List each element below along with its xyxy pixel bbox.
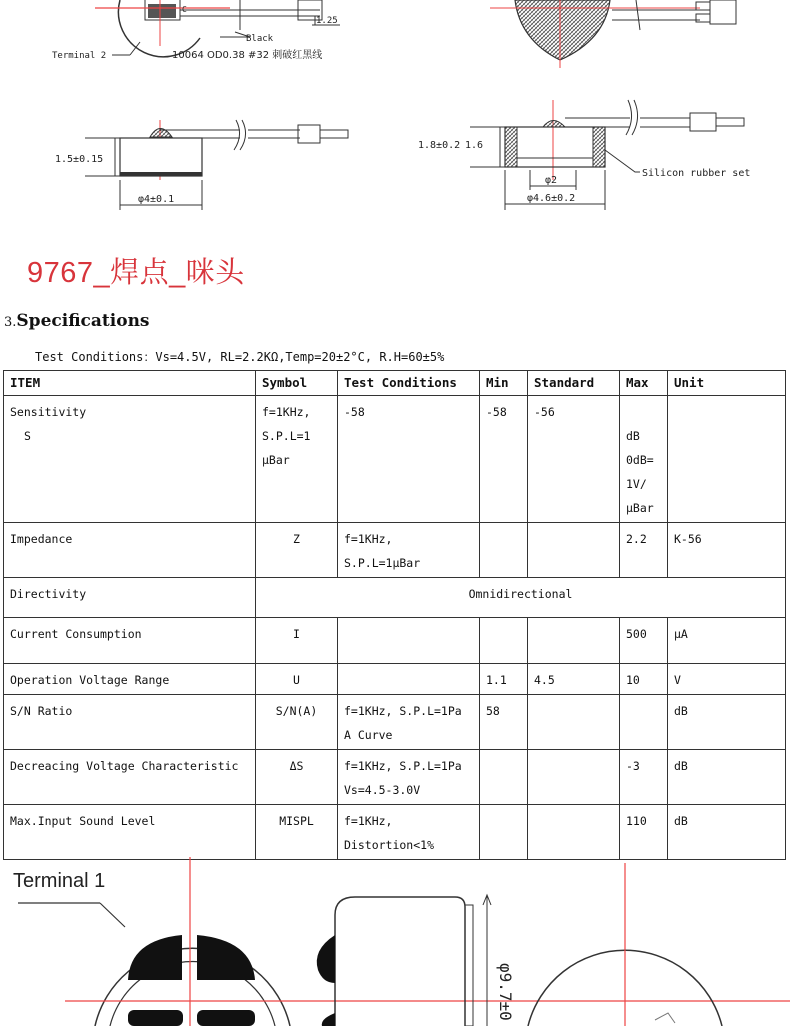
label-wire: 10064 OD0.38 #32 刺破红黑线 — [172, 50, 323, 61]
cell-std: -56 — [528, 396, 620, 523]
right-inner-diameter: φ2 — [545, 175, 558, 186]
left-height: 1.5±0.15 — [55, 154, 104, 165]
cell-symbol: f=1KHz, S.P.L=1 μBar — [256, 396, 338, 523]
right-inner-height: 1.6 — [465, 140, 484, 151]
cell-min: 1.1 — [480, 664, 528, 695]
cell-max: -3 — [620, 750, 668, 805]
cell-min — [480, 750, 528, 805]
table-row — [4, 618, 786, 664]
cell-max: dB 0dB= 1V/ μBar — [620, 396, 668, 523]
dim-vertical: φ9.7±0 — [496, 963, 515, 1021]
header-min: Min — [480, 371, 528, 396]
header-test-conditions: Test Conditions — [338, 371, 480, 396]
cell-item: Operation Voltage Range — [4, 664, 256, 695]
cell-cond: -58 — [338, 396, 480, 523]
cell-std — [528, 618, 620, 664]
side-drawings — [0, 90, 790, 220]
spec-number: 3. — [4, 315, 17, 330]
cell-unit: V — [668, 664, 786, 695]
test-conditions: Test Conditions：Vs=4.5V, RL=2.2KΩ,Temp=20±2°C, R.H=60±5% — [35, 350, 445, 364]
silicon-label: Silicon rubber set — [642, 168, 751, 179]
cell-cond — [338, 664, 480, 695]
left-diameter: φ4±0.1 — [138, 194, 175, 205]
cell-max: 10 — [620, 664, 668, 695]
table-header-row — [4, 371, 786, 396]
cell-item: Impedance — [4, 523, 256, 578]
terminal1-label: Terminal 1 — [13, 870, 106, 892]
table-row — [4, 396, 786, 523]
label-125: 1.25 — [316, 16, 338, 26]
cell-unit: dB — [668, 695, 786, 750]
specifications-heading — [4, 311, 150, 331]
cell-cond: f=1KHz, S.P.L=1Pa A Curve — [338, 695, 480, 750]
cell-merged: Omnidirectional — [256, 578, 786, 618]
cell-min: 58 — [480, 695, 528, 750]
cell-cond: f=1KHz, Distortion<1% — [338, 805, 480, 860]
cell-item: Max.Input Sound Level — [4, 805, 256, 860]
cell-std — [528, 523, 620, 578]
cell-symbol: I — [256, 618, 338, 664]
header-symbol: Symbol — [256, 371, 338, 396]
section-title: 9767_焊点_咪头 — [27, 257, 245, 289]
cell-cond: f=1KHz, S.P.L=1Pa Vs=4.5-3.0V — [338, 750, 480, 805]
cell-std: 4.5 — [528, 664, 620, 695]
cell-symbol: ΔS — [256, 750, 338, 805]
right-height: 1.8±0.2 — [418, 140, 461, 151]
cell-item: Directivity — [4, 578, 256, 618]
cell-unit — [668, 396, 786, 523]
header-unit: Unit — [668, 371, 786, 396]
cell-item: Sensitivity S — [4, 396, 256, 523]
cell-unit: dB — [668, 750, 786, 805]
spec-table — [3, 370, 786, 860]
header-max: Max — [620, 371, 668, 396]
cell-std — [528, 695, 620, 750]
cell-symbol: S/N(A) — [256, 695, 338, 750]
table-row — [4, 750, 786, 805]
cell-max — [620, 695, 668, 750]
cell-item: Current Consumption — [4, 618, 256, 664]
label-c: C — [182, 5, 187, 14]
bottom-drawing — [0, 845, 790, 1026]
table-row — [4, 695, 786, 750]
cell-symbol: Z — [256, 523, 338, 578]
cell-cond — [338, 618, 480, 664]
table-row — [4, 578, 786, 618]
table-row — [4, 523, 786, 578]
cell-unit: μA — [668, 618, 786, 664]
cell-item: S/N Ratio — [4, 695, 256, 750]
cell-max: 500 — [620, 618, 668, 664]
top-drawing — [0, 0, 790, 70]
cell-unit: dB — [668, 805, 786, 860]
header-item: ITEM — [4, 371, 256, 396]
cell-std — [528, 750, 620, 805]
cell-unit: K-56 — [668, 523, 786, 578]
cell-min — [480, 523, 528, 578]
cell-max: 110 — [620, 805, 668, 860]
cell-min: -58 — [480, 396, 528, 523]
table-row — [4, 664, 786, 695]
header-standard: Standard — [528, 371, 620, 396]
cell-cond: f=1KHz, S.P.L=1μBar — [338, 523, 480, 578]
cell-symbol: MISPL — [256, 805, 338, 860]
cell-symbol: U — [256, 664, 338, 695]
cell-min — [480, 618, 528, 664]
label-black: Black — [246, 34, 274, 44]
cell-item: Decreacing Voltage Characteristic — [4, 750, 256, 805]
label-terminal2: Terminal 2 — [52, 51, 107, 61]
cell-max: 2.2 — [620, 523, 668, 578]
spec-title: Specifications — [16, 311, 150, 331]
right-outer-diameter: φ4.6±0.2 — [527, 193, 576, 204]
